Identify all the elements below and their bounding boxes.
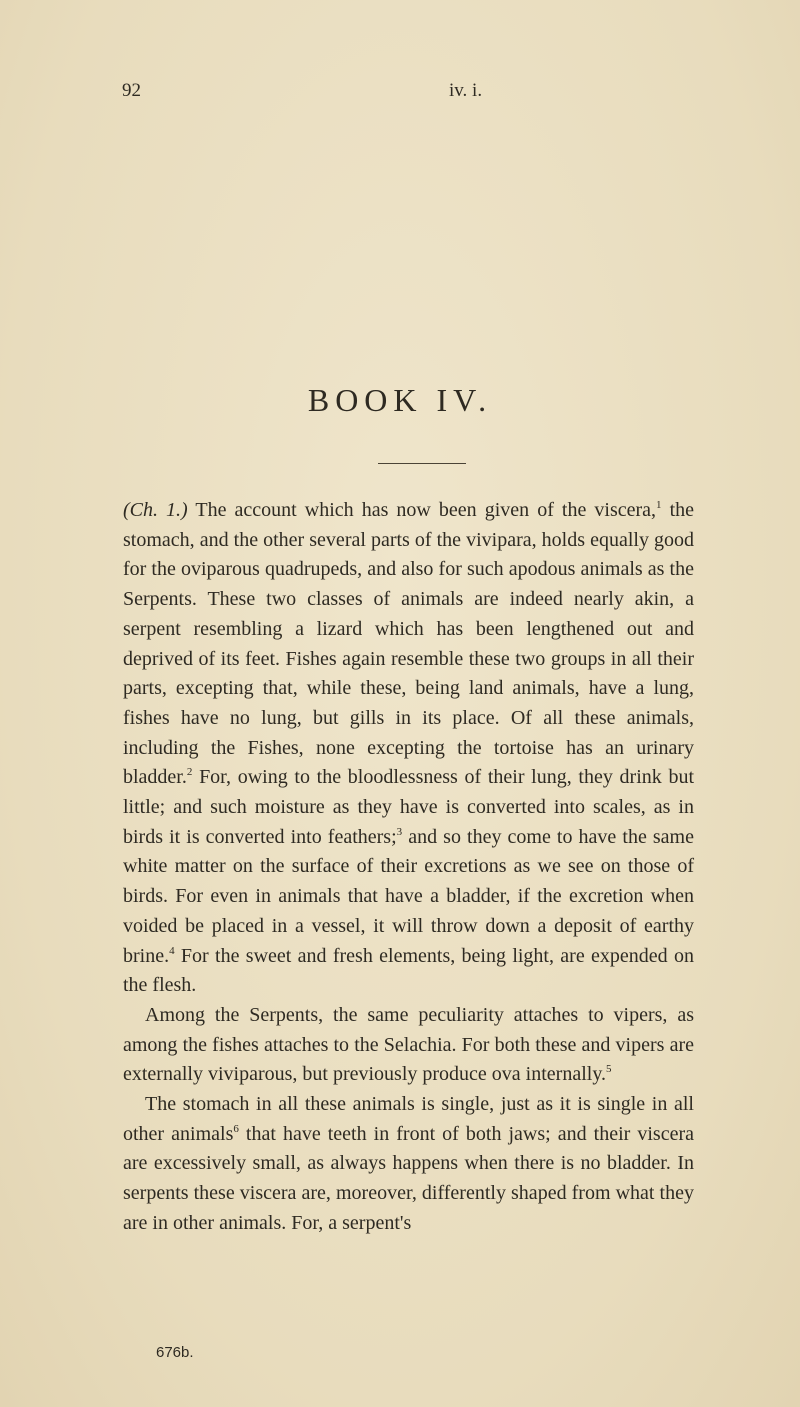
paragraph-2	[123, 1001, 694, 1090]
footnote-ref-2: 2	[186, 766, 193, 779]
paragraph-1-text-c: For, owing to the bloodlessness of their lung, they drink but little; and such moisture as they have is converted into scales, as in birds it is converted into feathers;	[123, 766, 694, 848]
body-text	[123, 496, 694, 1239]
signature-mark: 676b.	[156, 1344, 194, 1361]
footnote-ref-5: 5	[606, 1063, 612, 1076]
paragraph-1	[123, 496, 694, 1001]
footnote-ref-6: 6	[233, 1122, 239, 1135]
paragraph-1-text-b: the stomach, and the other several parts of the vivipara, holds equally good for the oviparous quadrupeds, and also for such apodous animals as the Serpents. These two classes of animals are indeed nearly akin, a serpent resembling a lizard which has been lengthened out and deprived of its feet. Fishes again resemble these two groups in all their parts, excepting that, while these, being land animals, have a lung, fishes have no lung, but gills in its place. Of all these animals, including the Fishes, none excepting the tortoise has an urinary bladder.	[123, 499, 694, 789]
footnote-ref-4: 4	[169, 944, 175, 957]
paragraph-2-text: Among the Serpents, the same peculiarity attaches to vipers, as among the fishes attaches to the Selachia. For both these and vipers are externally viviparous, but previously produce ova internally.	[123, 1003, 694, 1086]
book-title: BOOK IV.	[307, 382, 493, 418]
paragraph-3-text-b: that have teeth in front of both jaws; and their viscera are excessively small, as always happens when there is no bladder. In serpents these viscera are, moreover, differently shaped from what they are in other animals. For, a serpent's	[123, 1122, 694, 1234]
footnote-ref-3: 3	[396, 825, 403, 838]
chapter-marker: (Ch. 1.)	[123, 499, 188, 521]
paragraph-1-text-e: For the sweet and fresh elements, being light, are expended on the flesh.	[123, 944, 694, 997]
paragraph-3	[123, 1090, 694, 1239]
paragraph-1-text-d: and so they come to have the same white matter on the surface of their excretions as we see on those of birds. For even in animals that have a bladder, if the excretion when voided be placed in a vessel, it will throw down a deposit of earthy brine.	[123, 825, 694, 967]
running-head	[0, 80, 800, 104]
title-rule	[378, 463, 466, 464]
running-title: iv. i.	[449, 80, 483, 101]
footnote-ref-1: 1	[656, 499, 662, 511]
page-number: 92	[122, 80, 141, 101]
paragraph-1-text-a: The account which has now been given of the viscera,	[187, 499, 657, 521]
paragraph-3-text-a: The stomach in all these animals is single, just as it is single in all other animals	[123, 1093, 694, 1145]
